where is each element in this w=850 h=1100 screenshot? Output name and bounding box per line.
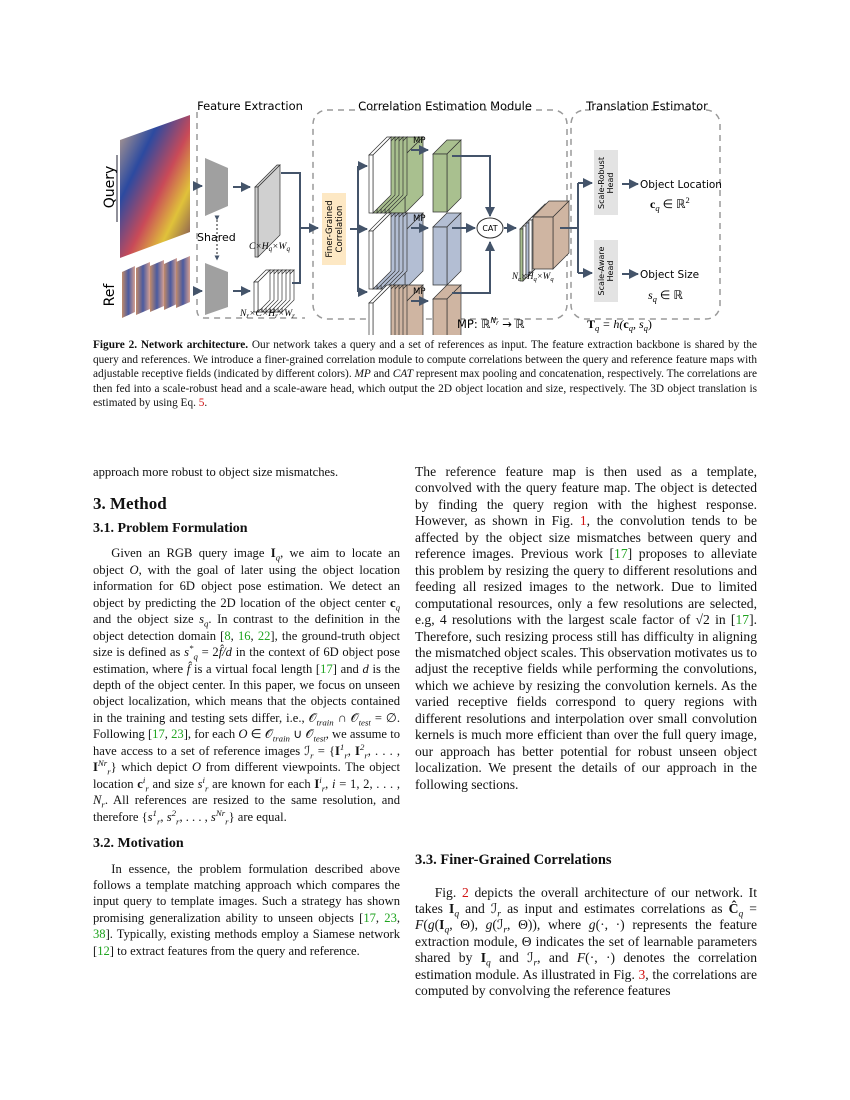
superscript: 1 [152,807,157,818]
bold-text: I [449,900,455,916]
text-run: ]. Typically, existing methods employ a Siamese network [ [93,927,400,958]
citation-link[interactable]: 22 [257,628,271,643]
text-run: } which depict [110,760,192,775]
object-size-label: Object Size [640,269,700,281]
subscript: q [203,618,209,629]
concat-layer-blue-face [526,223,529,275]
query-label: Query [102,165,118,209]
text-run: ] to extract features from the query and reference. [109,943,360,958]
reference-images [122,256,190,318]
text-run: and ℐ [490,950,534,966]
text-run: , [375,910,385,925]
text-run: , [347,743,356,758]
ref-feature-dim: $N_r\times C\times H_r\times W_r$ [240,309,295,320]
subscript: q [275,552,281,563]
paragraph-problem-formulation [93,545,400,825]
text-run: In essence, the problem formulation described above follows a template matching approach which compares the input query to template images. Such a strategy has shown promising generalization ability to unseen objects [ [93,861,400,925]
object-size-math: $s_q$ ∈ ℝ [648,288,683,304]
query-feature-dim: $C\times H_q\times W_q$ [249,242,290,253]
max-pooling-definition: MP: ℝ$^N$r → ℝ [457,316,525,331]
text-run: approach more robust to object size mismatches. [93,465,339,479]
subscript: q [486,959,491,970]
citation-link[interactable]: 23 [171,727,184,742]
subscript: q [395,602,400,613]
subscript: r [101,799,105,810]
object-location-math: $c_q$ ∈ ℝ$^2$ [650,195,690,213]
text-run: , . . . , [367,743,401,758]
citation-link[interactable]: 38 [93,927,106,942]
math-text: s [166,809,172,824]
math-text: s [147,809,153,824]
figure-caption [93,338,757,411]
concat-layer-white-face [529,220,532,272]
paragraph-motivation [93,861,400,960]
reference-link[interactable]: 5 [198,397,205,410]
subscript: r [310,750,314,761]
math-text: d [362,661,369,676]
network-architecture-figure [93,95,758,335]
math-text: s [199,612,204,627]
section-title-feature-extraction: Feature Extraction [197,99,303,113]
reference-link[interactable]: 3 [638,966,646,982]
text-run: Fig. [434,884,462,900]
mp-label-3: MP [413,287,426,297]
concat-layer-brown-face [533,217,553,269]
section-heading-method: 3. Method [93,494,167,514]
text-run: = [743,900,757,916]
text-run: . All references are resized to the same resolution, and therefore { [93,793,400,824]
text-run: , with the goal of later using the object location information for 6D object pose estimation. We detect an object by predicting the 2D location of the object center [93,562,401,610]
subscript: train [316,717,334,728]
text-run: } are equal. [228,809,287,824]
subscript: q [738,909,744,920]
math-text: g [427,917,435,933]
subsection-heading-motivation: 3.2. Motivation [93,836,184,852]
bold-text: c [390,595,396,610]
translation-estimator-region [571,110,720,319]
text-run: is the depth of the object center. In this paper, we focus on unseen object localization, which means that the objects contained in the training and testing sets differ, i.e., 𝒪 [93,661,400,725]
finer-grained-correlation-label: Finer-GrainedCorrelation [325,200,345,258]
bold-text: c [137,776,143,791]
text-run: , the correlations are computed by convolving the reference features [415,966,757,999]
shared-label: Shared [197,231,236,244]
text-run: , [164,727,172,742]
bold-text: I [314,776,320,791]
math-text: g [588,917,596,933]
bold-text: Network architecture. [140,339,249,351]
math-text: N [93,793,102,808]
math-text: f̂/d [218,645,232,660]
citation-link[interactable]: 17 [152,727,165,742]
subscript: test [358,717,371,728]
reference-encoder [205,263,228,315]
subscript: r [176,816,180,827]
concat-dim: $N_c\times H_q\times W_q$ [512,271,554,283]
text-run: , [325,776,333,791]
subscript: q [444,926,450,937]
text-run: ( [434,917,440,933]
text-run: The reference feature map is then used as a template, convolved with the query feature map. The object is detected by finding the query region with the highest response. However, as shown in Fig. [415,464,757,529]
scale-aware-head-label: Scale-AwareHead [597,246,615,296]
subscript: r [344,750,348,761]
math-text: CAT [392,368,414,381]
math-text: g [485,917,493,933]
text-run: = 2 [197,645,219,660]
paragraph-motivation-continued [415,464,757,793]
superscript: 2 [359,741,365,752]
bold-text: I [270,546,276,561]
superscript: 2 [171,807,176,818]
ref-label: Ref [102,283,118,307]
text-run: , [396,910,401,925]
bold-text: I [480,950,487,966]
subscript: r [364,750,368,761]
text-run: and ℐ [459,900,498,916]
subscript: r [321,783,326,794]
subscript: r [107,766,111,777]
mp-label-2: MP [413,214,426,224]
text-run: , [160,809,167,824]
ref-feature-stack-layer-face [254,282,258,312]
subscript: r [145,783,149,794]
citation-link[interactable]: 17 [614,546,628,562]
scale-robust-head-label: Scale-RobustHead [597,157,615,209]
reference-link[interactable]: 2 [461,884,469,900]
citation-link[interactable]: 8 [224,628,231,643]
section-title-correlation: Correlation Estimation Module [358,99,532,113]
subscript: train [272,733,290,744]
text-run: represent max pooling and concatenation, respectively. The correlations are then fed into a scale-robust head and a scale-aware head, which output the 2D object location and size, respectively. The 3D object translation is estimated by using Eq. [93,368,757,410]
superscript: * [189,642,194,653]
subsection-heading-problem-formulation: 3.1. Problem Formulation [93,520,248,536]
text-run: , [250,628,258,643]
text-run: = { [313,743,335,758]
text-run: and [370,368,393,381]
text-run: depicts the overall architecture of our network. It takes [415,884,757,916]
bold-text: I [439,917,445,933]
subscript: r [533,959,538,970]
bold-text: I [355,743,360,758]
corr-stack-blue-layer-face [369,231,373,289]
bold-text: Figure 2. [93,339,141,351]
math-text: MP [354,368,371,381]
pooled-map-green-face [433,154,447,212]
text-run: are known for each [208,776,315,791]
right-column [415,464,757,1000]
text-run: Given an RGB query image [111,546,271,561]
text-run: = 1, 2, . . . , [335,776,401,791]
math-text: i [332,776,336,791]
superscript: i [142,774,146,785]
pooled-map-blue-face [433,227,447,285]
text-run: , we aim to locate an object [93,546,400,577]
text-run: , Θ), [449,917,486,933]
bold-text: I [335,743,340,758]
subscript: test [313,733,326,744]
text-run: = ∅. Following [ [93,710,400,742]
translation-definition: $T_q = h(c_q$, $s_q$) [587,317,652,333]
mp-label-1: MP [413,136,426,146]
text-run: ], the ground-truth object size is defined as [93,628,401,660]
text-run: (ℐ [492,917,504,933]
reference-link[interactable]: 1 [579,513,587,529]
text-run: ]. Therefore, such resizing process still has difficulty in aligning the mismatched object scales. This observation motivates us to adjust the receptive fields while performing the convolutions, which we achieve by resizing the convolution kernels. As the varied receptive fields correspond to query regions with different resolutions and interpolation over small convolution kernels is much more efficient than over the full query image, our approach has better potential for robust unseen object localization. We present the details of our approach in the following sections. [415,612,757,792]
text-run: (·, ·) denotes the correlation estimation module. As illustrated in Fig. [415,950,757,982]
superscript: i [202,774,205,785]
paragraph-intro-end [93,464,400,480]
text-run: ∈ 𝒪 [247,727,273,742]
left-column [93,464,400,959]
correlation-module-region [313,110,567,319]
pooled-map-brown-face [433,299,447,335]
text-run: ] proposes to alleviate this problem by resizing the query to different resolutions and feeding all resized images to the network. Due to limited computational resources, only a few resolutions are selected, e.g, 4 resolutions with the largest scale factor of √2 in [ [415,546,757,628]
subscript: q [454,909,460,920]
math-text: O [191,760,202,775]
math-text: F [415,917,424,933]
text-run: . In contrast to the definition in the object detection domain [ [93,612,400,643]
citation-link[interactable]: 12 [97,943,110,958]
citation-link[interactable]: 16 [237,628,251,643]
subsection-heading-finer-grained: 3.3. Finer-Grained Correlations [415,852,612,869]
object-location-label: Object Location [640,179,722,191]
text-run: , . . . , [179,809,211,824]
text-run: , and [537,950,577,966]
bold-text: Ĉ [728,900,739,916]
corr-stack-green-layer-face [369,155,373,213]
text-run: as input and estimates correlations as [501,900,729,916]
subscript: r [205,783,209,794]
citation-link[interactable]: 17 [735,612,750,628]
subscript: r [503,926,508,937]
paragraph-finer-grained [415,885,757,1000]
text-run: ], for each [183,727,239,742]
superscript: 1 [339,741,345,752]
text-run: . [204,397,208,410]
citation-link[interactable]: 23 [384,910,397,925]
pooled-map-green [433,140,461,212]
corr-stack-brown-layer-face [369,303,373,335]
text-run: , the convolution tends to be affected by the object size mismatches between query and reference images. Previous work [ [415,513,757,562]
math-text: s [197,776,203,791]
math-text: F [576,950,586,966]
superscript: Nr [97,758,108,769]
math-text: f̂ [186,661,191,676]
text-run: (·, ·) represents the feature extraction module, Θ indicates the set of learnable parameters shared by [415,917,757,966]
citation-link[interactable]: 17 [363,910,376,925]
text-run: Our network takes a query and a set of references as input. The feature extraction backbone is shared by the query and references. We introduce a finer-grained correlation module to compute correlations between the query and reference feature maps with adjustable receptive fields (indicated by different colors). [93,339,757,381]
subscript: q [193,651,198,662]
text-run: ] and [332,661,363,676]
pooled-map-blue [433,213,461,285]
math-text: s [184,645,190,660]
subscript: r [497,909,501,920]
concat-layer-brown [533,201,569,269]
text-run: and the object size [93,612,200,627]
text-run: ∪ 𝒪 [289,727,314,742]
text-run: from different viewpoints. The object location [93,760,400,791]
math-text: O [238,727,248,742]
text-run: ( [423,917,428,933]
math-text: O [129,562,139,577]
superscript: i [319,774,322,785]
citation-link[interactable]: 17 [320,661,333,676]
text-run: and size [148,776,198,791]
subscript: r [156,816,161,827]
text-run: ∩ 𝒪 [333,710,359,725]
text-run: , Θ)), where [507,917,589,933]
text-run: , [230,628,238,643]
superscript: Nr [215,807,226,818]
query-image [120,115,190,258]
cat-label: CAT [482,224,498,233]
corr-stack-brown-layer [369,285,391,335]
query-encoder [205,158,228,216]
text-run: in the context of 6D object pose estimation, where [93,645,401,676]
subscript: r [225,816,229,827]
text-run: , we assume to have access to a set of reference images ℐ [93,727,400,758]
section-title-translation: Translation Estimator [586,99,708,113]
text-run: is a virtual focal length [ [190,661,321,676]
math-text: s [210,809,216,824]
bold-text: I [93,760,98,775]
